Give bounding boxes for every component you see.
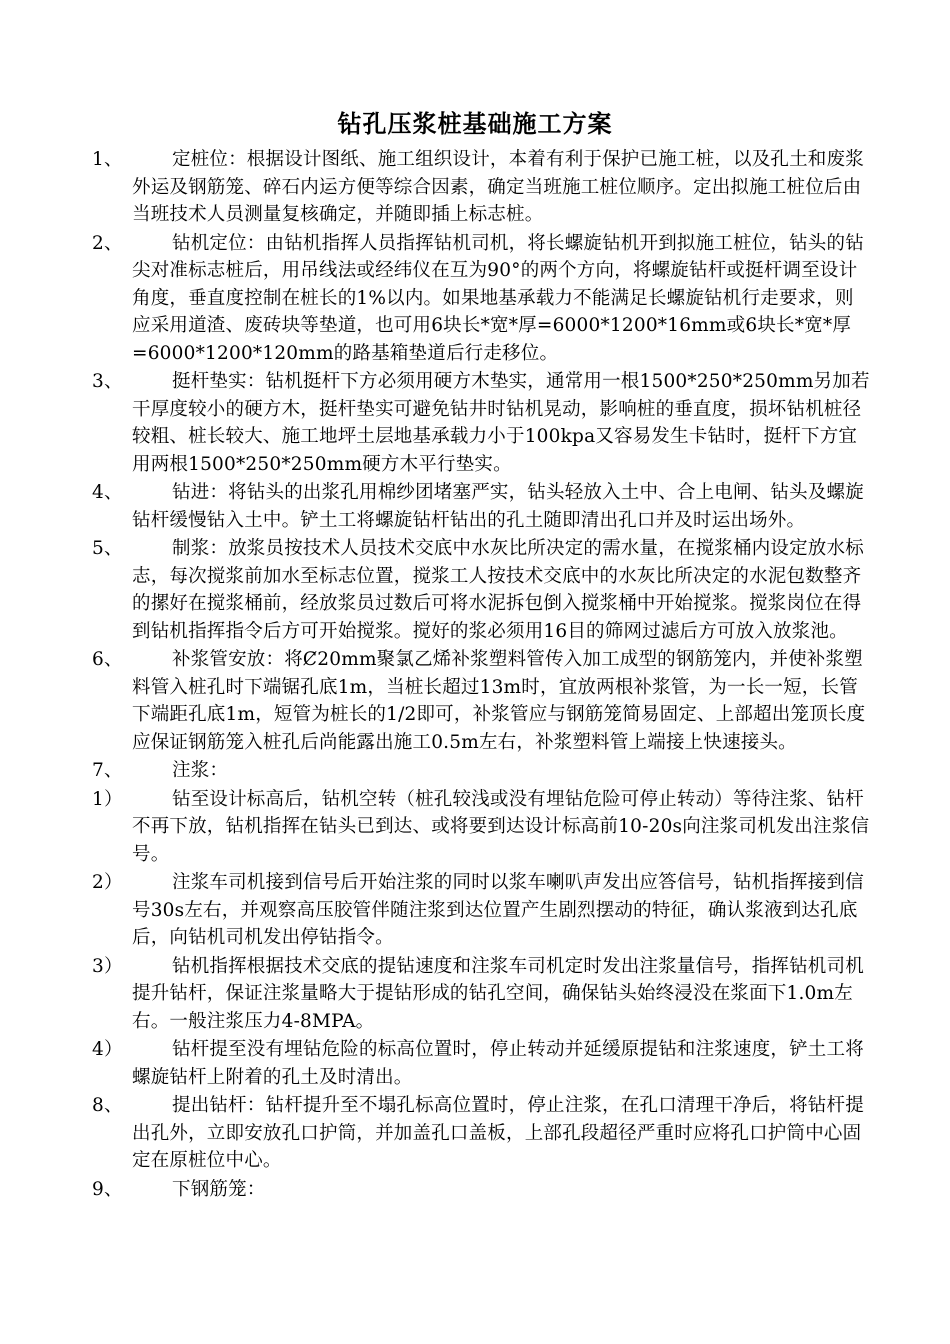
- list-item: [92, 953, 872, 1036]
- document-title: 钻孔压浆桩基础施工方案: [337, 110, 613, 138]
- item-text: 补浆管安放：将Ȼ20mm聚氯乙烯补浆塑料管传入加工成型的钢筋笼内，并使补浆塑料管入桩孔时下端锯孔底1m，当桩长超过13m时，宜放两根补浆管，为一长一短，长管下端距孔底1m，短管为桩长的1/2即可，补浆管应与钢筋笼简易固定、上部超出笼顶长度应保证钢筋笼入桩孔后尚能露出施工0.5m左右，补浆塑料管上端接上快速接头。: [132, 649, 866, 753]
- item-text: 定桩位：根据设计图纸、施工组织设计，本着有利于保护已施工桩，以及孔土和废浆外运及钢筋笼、碎石内运方便等综合因素，确定当班施工桩位顺序。定出拟施工桩位后由当班技术人员测量复核确定，并随即插上标志桩。: [132, 149, 864, 225]
- document-body: [92, 146, 872, 1203]
- item-number: 3、: [92, 371, 123, 392]
- item-text: 提出钻杆：钻杆提升至不塌孔标高位置时，停止注浆，在孔口清理干净后，将钻杆提出孔外，立即安放孔口护筒，并加盖孔口盖板，上部孔段超径严重时应将孔口护筒中心固定在原桩位中心。: [132, 1095, 864, 1171]
- list-item: [92, 230, 872, 368]
- list-item: [92, 146, 872, 229]
- list-item: [92, 1092, 872, 1175]
- item-text: 钻进：将钻头的出浆孔用棉纱团堵塞严实，钻头轻放入土中、合上电闸、钻头及螺旋钻杆缓慢钻入土中。铲土工将螺旋钻杆钻出的孔土随即清出孔口并及时运出场外。: [132, 482, 864, 531]
- item-text: 钻机指挥根据技术交底的提钻速度和注浆车司机定时发出注浆量信号，指挥钻机司机提升钻杆，保证注浆量略大于提钻形成的钻孔空间，确保钻头始终浸没在浆面下1.0m左右。一般注浆压力4-8MPA。: [132, 955, 864, 1032]
- item-number: 1）: [92, 788, 123, 810]
- item-text: 下钢筋笼：: [172, 1178, 266, 1200]
- item-text: 注浆：: [172, 760, 229, 781]
- list-item: [92, 757, 872, 785]
- list-item: [92, 368, 872, 478]
- item-number: 3）: [92, 955, 123, 977]
- item-number: 5、: [92, 538, 123, 559]
- item-number: 4、: [92, 482, 123, 503]
- item-number: 9、: [92, 1178, 123, 1200]
- item-text: 注浆车司机接到信号后开始注浆的同时以浆车喇叭声发出应答信号，钻机指挥接到信号30s左右，并观察高压胶管伴随注浆到达位置产生剧烈摆动的特征，确认浆液到达孔底后，向钻机司机发出停钻指令。: [132, 872, 864, 948]
- item-number: 8、: [92, 1095, 123, 1116]
- list-item: [92, 1176, 872, 1204]
- item-text: 钻至设计标高后，钻机空转（桩孔较浅或没有埋钻危险可停止转动）等待注浆、钻杆不再下放，钻机指挥在钻头已到达、或将要到达设计标高前10-20s向注浆司机发出注浆信号。: [132, 788, 870, 865]
- list-item: [92, 535, 872, 645]
- item-number: 1、: [92, 149, 123, 170]
- item-number: 7、: [92, 760, 123, 781]
- item-number: 4）: [92, 1039, 123, 1060]
- list-item: [92, 786, 872, 869]
- item-number: 6、: [92, 649, 123, 670]
- list-item: [92, 869, 872, 952]
- item-text: 制浆：放浆员按技术人员技术交底中水灰比所决定的需水量，在搅浆桶内设定放水标志，每次搅浆前加水至标志位置，搅浆工人按技术交底中的水灰比所决定的水泥包数整齐的摞好在搅浆桶前，经放浆员过数后可将水泥拆包倒入搅浆桶中开始搅浆。搅浆岗位在得到钻机指挥指令后方可开始搅浆。搅好的浆必须用16目的筛网过滤后方可放入放浆池。: [132, 538, 864, 642]
- list-item: [92, 479, 872, 534]
- item-text: 钻杆提至没有埋钻危险的标高位置时，停止转动并延缓原提钻和注浆速度，铲土工将螺旋钻杆上附着的孔土及时清出。: [132, 1039, 864, 1088]
- item-text: 钻机定位：由钻机指挥人员指挥钻机司机，将长螺旋钻机开到拟施工桩位，钻头的钻尖对准标志桩后，用吊线法或经纬仪在互为90°的两个方向，将螺旋钻杆或挺杆调至设计角度，垂直度控制在桩长的1%以内。如果地基承载力不能满足长螺旋钻机行走要求，则应采用道渣、废砖块等垫道，也可用6块长*宽*厚=6000*1200*16mm或6块长*宽*厚=6000*1200*120mm的路基箱垫道后行走移位。: [132, 232, 864, 364]
- item-text: 挺杆垫实：钻机挺杆下方必须用硬方木垫实，通常用一根1500*250*250mm另加若干厚度较小的硬方木，挺杆垫实可避免钻井时钻机晃动，影响桩的垂直度，损坏钻机桩径较粗、桩长较大、施工地坪土层地基承载力小于100kpa又容易发生卡钻时，挺杆下方宜用两根1500*250*250mm硬方木平行垫实。: [132, 371, 870, 475]
- list-item: [92, 1036, 872, 1091]
- list-item: [92, 646, 872, 756]
- item-number: 2）: [92, 872, 123, 893]
- item-number: 2、: [92, 232, 123, 254]
